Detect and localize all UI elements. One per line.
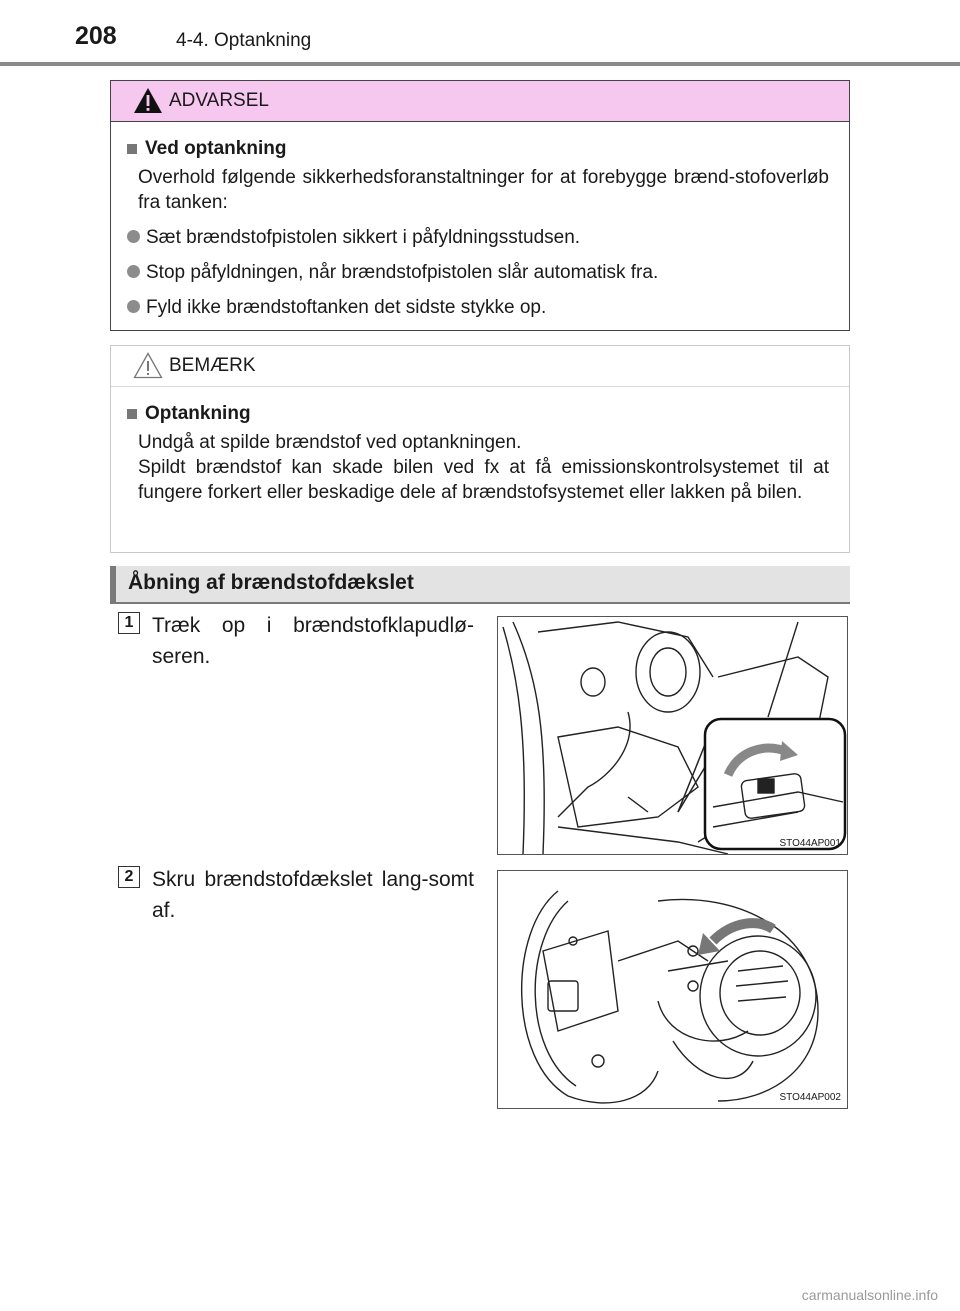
car-interior-illustration <box>498 617 847 854</box>
fuel-cap-illustration <box>498 871 847 1108</box>
bullet-dot-icon <box>127 265 140 278</box>
warning-triangle-icon <box>133 87 163 114</box>
notice-line-2: Spildt brændstof kan skade bilen ved fx at få emissionskontrolsystemet til at fungere forkert eller beskadige dele af brændstofsystemet eller lakken på bilen. <box>138 457 829 503</box>
figure-code: STO44AP001 <box>779 838 841 849</box>
warning-header <box>111 81 849 122</box>
warning-bullet: Sæt brændstofpistolen sikkert i påfyldningsstudsen. <box>127 225 829 250</box>
notice-header <box>111 346 849 387</box>
warning-box <box>110 80 850 331</box>
warning-subheading: Ved optankning <box>127 136 829 161</box>
watermark: carmanualsonline.info <box>801 1287 938 1303</box>
notice-label: BEMÆRK <box>169 355 256 376</box>
page-number: 208 <box>75 22 117 50</box>
bullet-dot-icon <box>127 230 140 243</box>
notice-body <box>111 387 849 505</box>
figure-fuel-door-opener <box>497 616 848 855</box>
figure-code: STO44AP002 <box>779 1092 841 1103</box>
notice-line-1: Undgå at spilde brændstof ved optankningen. <box>138 432 522 453</box>
notice-subheading: Optankning <box>127 401 829 426</box>
header-rule <box>0 62 960 66</box>
square-bullet-icon <box>127 144 137 154</box>
square-bullet-icon <box>127 409 137 419</box>
warning-intro: Overhold følgende sikkerhedsforanstaltninger for at forebygge brænd-stofoverløb fra tanken: <box>138 167 829 213</box>
warning-body <box>111 122 849 320</box>
step-text: Skru brændstofdækslet lang-somt af. <box>152 868 474 922</box>
notice-box <box>110 345 850 553</box>
step-text: Træk op i brændstofklapudlø-seren. <box>152 614 474 668</box>
step-number: 1 <box>118 612 140 634</box>
warning-bullet: Fyld ikke brændstoftanken det sidste stykke op. <box>127 295 829 320</box>
section-heading-bar <box>110 566 850 604</box>
section-heading: Åbning af brændstofdækslet <box>128 571 414 594</box>
figure-fuel-cap <box>497 870 848 1109</box>
section-title: 4-4. Optankning <box>176 30 312 51</box>
warning-bullet: Stop påfyldningen, når brændstofpistolen slår automatisk fra. <box>127 260 829 285</box>
notice-triangle-icon <box>133 352 163 379</box>
warning-label: ADVARSEL <box>169 90 269 111</box>
bullet-dot-icon <box>127 300 140 313</box>
step-number: 2 <box>118 866 140 888</box>
section-heading-accent <box>110 566 116 602</box>
